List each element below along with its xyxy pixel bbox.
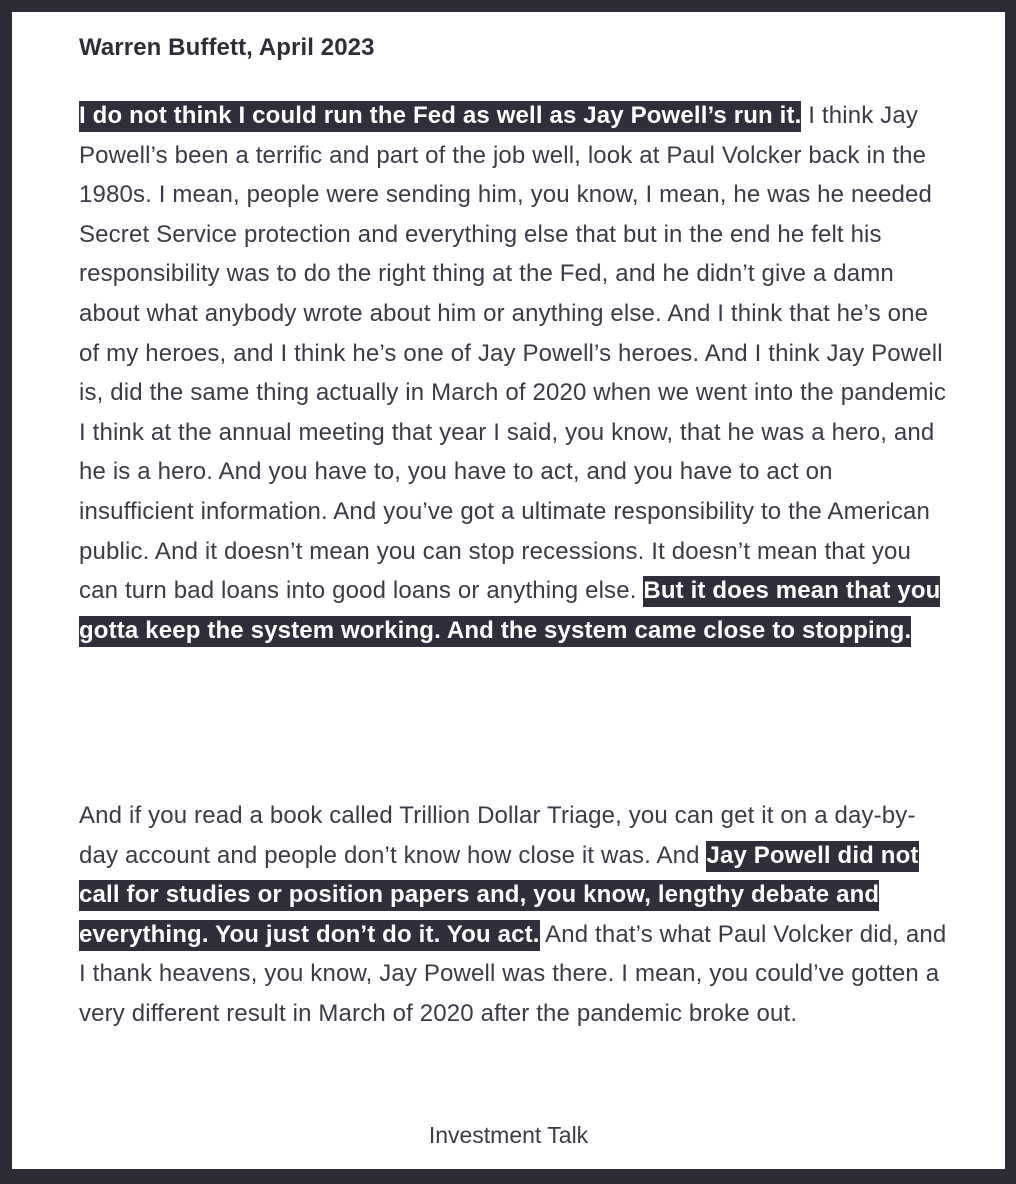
source-credit: Investment Talk <box>428 1122 589 1148</box>
highlight-3: Jay Powell did not call for studies or position papers and, you know, lengthy debate and everything. You just don’t do it. You act. <box>79 841 919 951</box>
paragraph-2-text-end: And that’s what Paul Volcker did, and I thank heavens, you know, Jay Powell was there. I mean, you could’ve gotten a very different result in March of 2020 after the pandemic broke out. <box>79 920 947 1027</box>
quote-paragraph-2 <box>79 796 949 1034</box>
quote-paragraph-1 <box>79 96 949 650</box>
quote-card <box>12 12 1005 1169</box>
highlight-2: But it does mean that you gotta keep the system working. And the system came close to stopping. <box>79 576 940 647</box>
paragraph-1-text: I think Jay Powell’s been a terrific and part of the job well, look at Paul Volcker back in the 1980s. I mean, people were sending him, you know, I mean, he was he needed Secret Service protection and everything else that but in the end he felt his responsibility was to do the right thing at the Fed, and he didn’t give a damn about what anybody wrote about him or anything else. And I think that he’s one of my heroes, and I think he’s one of Jay Powell’s heroes. And I think Jay Powell is, did the same thing actually in March of 2020 when we went into the pandemic I think at the annual meeting that year I said, you know, that he was a hero, and he is a hero. And you have to, you have to act, and you have to act on insufficient information. And you’ve got a ultimate responsibility to the American public. And it doesn’t mean you can stop recessions. It doesn’t mean that you can turn bad loans into good loans or anything else. <box>79 102 947 605</box>
highlight-1: I do not think I could run the Fed as well as Jay Powell’s run it. <box>79 101 801 132</box>
quote-title: Warren Buffett, April 2023 <box>79 34 375 61</box>
paragraph-2-text-start: And if you read a book called Trillion Dollar Triage, you can get it on a day-by-day account and people don’t know how close it was. And <box>79 802 916 869</box>
